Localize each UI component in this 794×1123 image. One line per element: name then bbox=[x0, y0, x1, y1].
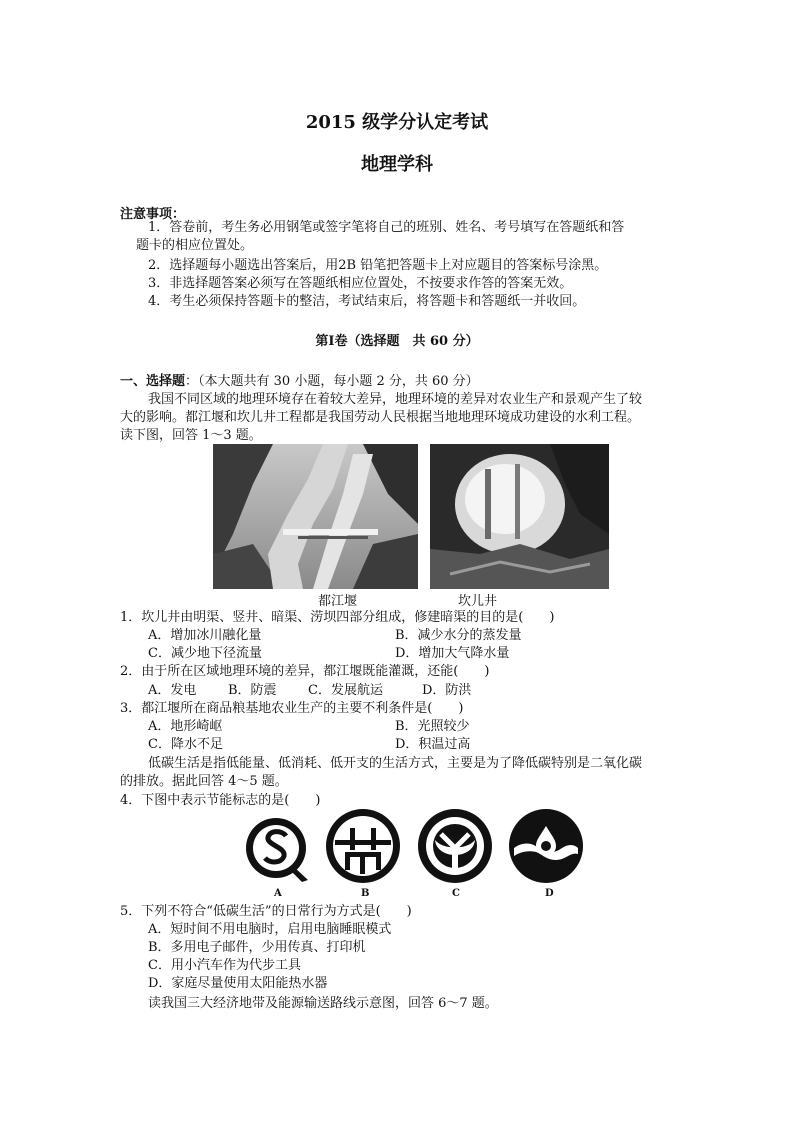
q3-option-c: C．降水不足 bbox=[148, 737, 223, 752]
dujiangyan-photo bbox=[213, 444, 418, 589]
q2-option-a: A．发电 bbox=[148, 683, 197, 698]
lowcarbon-line: 低碳生活是指低能量、低消耗、低开支的生活方式，主要是为了降低碳特别是二氧化碳 bbox=[148, 756, 643, 771]
exam-title: 2015 级学分认定考试 bbox=[305, 112, 489, 133]
intro-line: 读下图，回答 1～3 题。 bbox=[120, 428, 262, 443]
lowcarbon-line: 的排放。据此回答 4～5 题。 bbox=[120, 774, 288, 789]
logo-b-icon bbox=[325, 808, 401, 884]
q3-option-a: A．地形崎岖 bbox=[148, 719, 223, 734]
section-title: 第Ⅰ卷（选择题 共 60 分） bbox=[315, 334, 479, 349]
q3-option-d: D．积温过高 bbox=[395, 737, 471, 752]
question-5-stem: 5．下列不符合“低碳生活”的日常行为方式是( ) bbox=[120, 904, 412, 919]
question-4-stem: 4．下图中表示节能标志的是( ) bbox=[120, 793, 321, 808]
q5-option-a: A．短时间不用电脑时，启用电脑睡眠模式 bbox=[148, 922, 392, 937]
logo-a-quality-icon bbox=[242, 812, 314, 884]
subject-title: 地理学科 bbox=[361, 154, 433, 175]
photo-caption-dujiangyan: 都江堰 bbox=[318, 594, 358, 609]
q2-option-c: C．发展航运 bbox=[308, 683, 383, 698]
q2-option-b: B．防震 bbox=[228, 683, 277, 698]
question-1-stem: 1．坎儿井由明渠、竖井、暗渠、涝坝四部分组成，修建暗渠的目的是( ) bbox=[120, 610, 555, 625]
logo-c-energy-saving-icon bbox=[417, 808, 493, 884]
karez-photo bbox=[430, 444, 609, 589]
intro-line: 大的影响。都江堰和坎儿井工程都是我国劳动人民根据当地地理环境成功建设的水利工程。 bbox=[120, 410, 641, 425]
question-2-stem: 2．由于所在区域地理环境的差异，都江堰既能灌溉，还能( ) bbox=[120, 664, 490, 679]
q1-option-d: D．增加大气降水量 bbox=[395, 646, 510, 661]
note-item: 2．选择题每小题选出答案后，用2B 铅笔把答题卡上对应题目的答案标号涂黑。 bbox=[148, 258, 608, 273]
note-item: 1．答卷前，考生务必用钢笔或签字笔将自己的班别、姓名、考号填写在答题纸和答 bbox=[148, 220, 625, 235]
logo-label-b: B bbox=[361, 888, 370, 899]
q2-option-d: D．防洪 bbox=[422, 683, 472, 698]
q5-option-b: B．多用电子邮件，少用传真、打印机 bbox=[148, 940, 366, 955]
logo-label-d: D bbox=[545, 888, 554, 899]
photo-caption-karez: 坎儿井 bbox=[458, 594, 498, 609]
q5-option-c: C．用小汽车作为代步工具 bbox=[148, 958, 301, 973]
intro-line: 我国不同区域的地理环境存在着较大差异，地理环境的差异对农业生产和景观产生了较 bbox=[148, 392, 643, 407]
q3-option-b: B．光照较少 bbox=[395, 719, 470, 734]
note-item: 题卡的相应位置处。 bbox=[136, 238, 254, 253]
logo-label-c: C bbox=[452, 888, 460, 899]
question-3-stem: 3．都江堰所在商品粮基地农业生产的主要不利条件是( ) bbox=[120, 701, 464, 716]
logo-label-a: A bbox=[274, 888, 282, 899]
dujiangyan-image bbox=[213, 444, 418, 589]
part-desc: ：（本大题共有 30 小题，每小题 2 分，共 60 分） bbox=[185, 374, 479, 389]
part-heading-line bbox=[120, 373, 479, 391]
karez-image bbox=[430, 444, 609, 589]
logo-d-water-saving-icon bbox=[508, 808, 584, 884]
closing-line: 读我国三大经济地带及能源输送路线示意图，回答 6～7 题。 bbox=[148, 996, 498, 1011]
note-item: 4．考生必须保持答题卡的整洁，考试结束后，将答题卡和答题纸一并收回。 bbox=[148, 294, 586, 309]
q1-option-c: C．减少地下径流量 bbox=[148, 646, 262, 661]
notes-heading: 注意事项： bbox=[120, 207, 186, 222]
part-heading: 一、选择题 bbox=[120, 374, 186, 389]
note-item: 3．非选择题答案必须写在答题纸相应位置处，不按要求作答的答案无效。 bbox=[148, 276, 573, 291]
q1-option-b: B．减少水分的蒸发量 bbox=[395, 628, 522, 643]
q1-option-a: A．增加冰川融化量 bbox=[148, 628, 262, 643]
q5-option-d: D．家庭尽量使用太阳能热水器 bbox=[148, 976, 328, 991]
